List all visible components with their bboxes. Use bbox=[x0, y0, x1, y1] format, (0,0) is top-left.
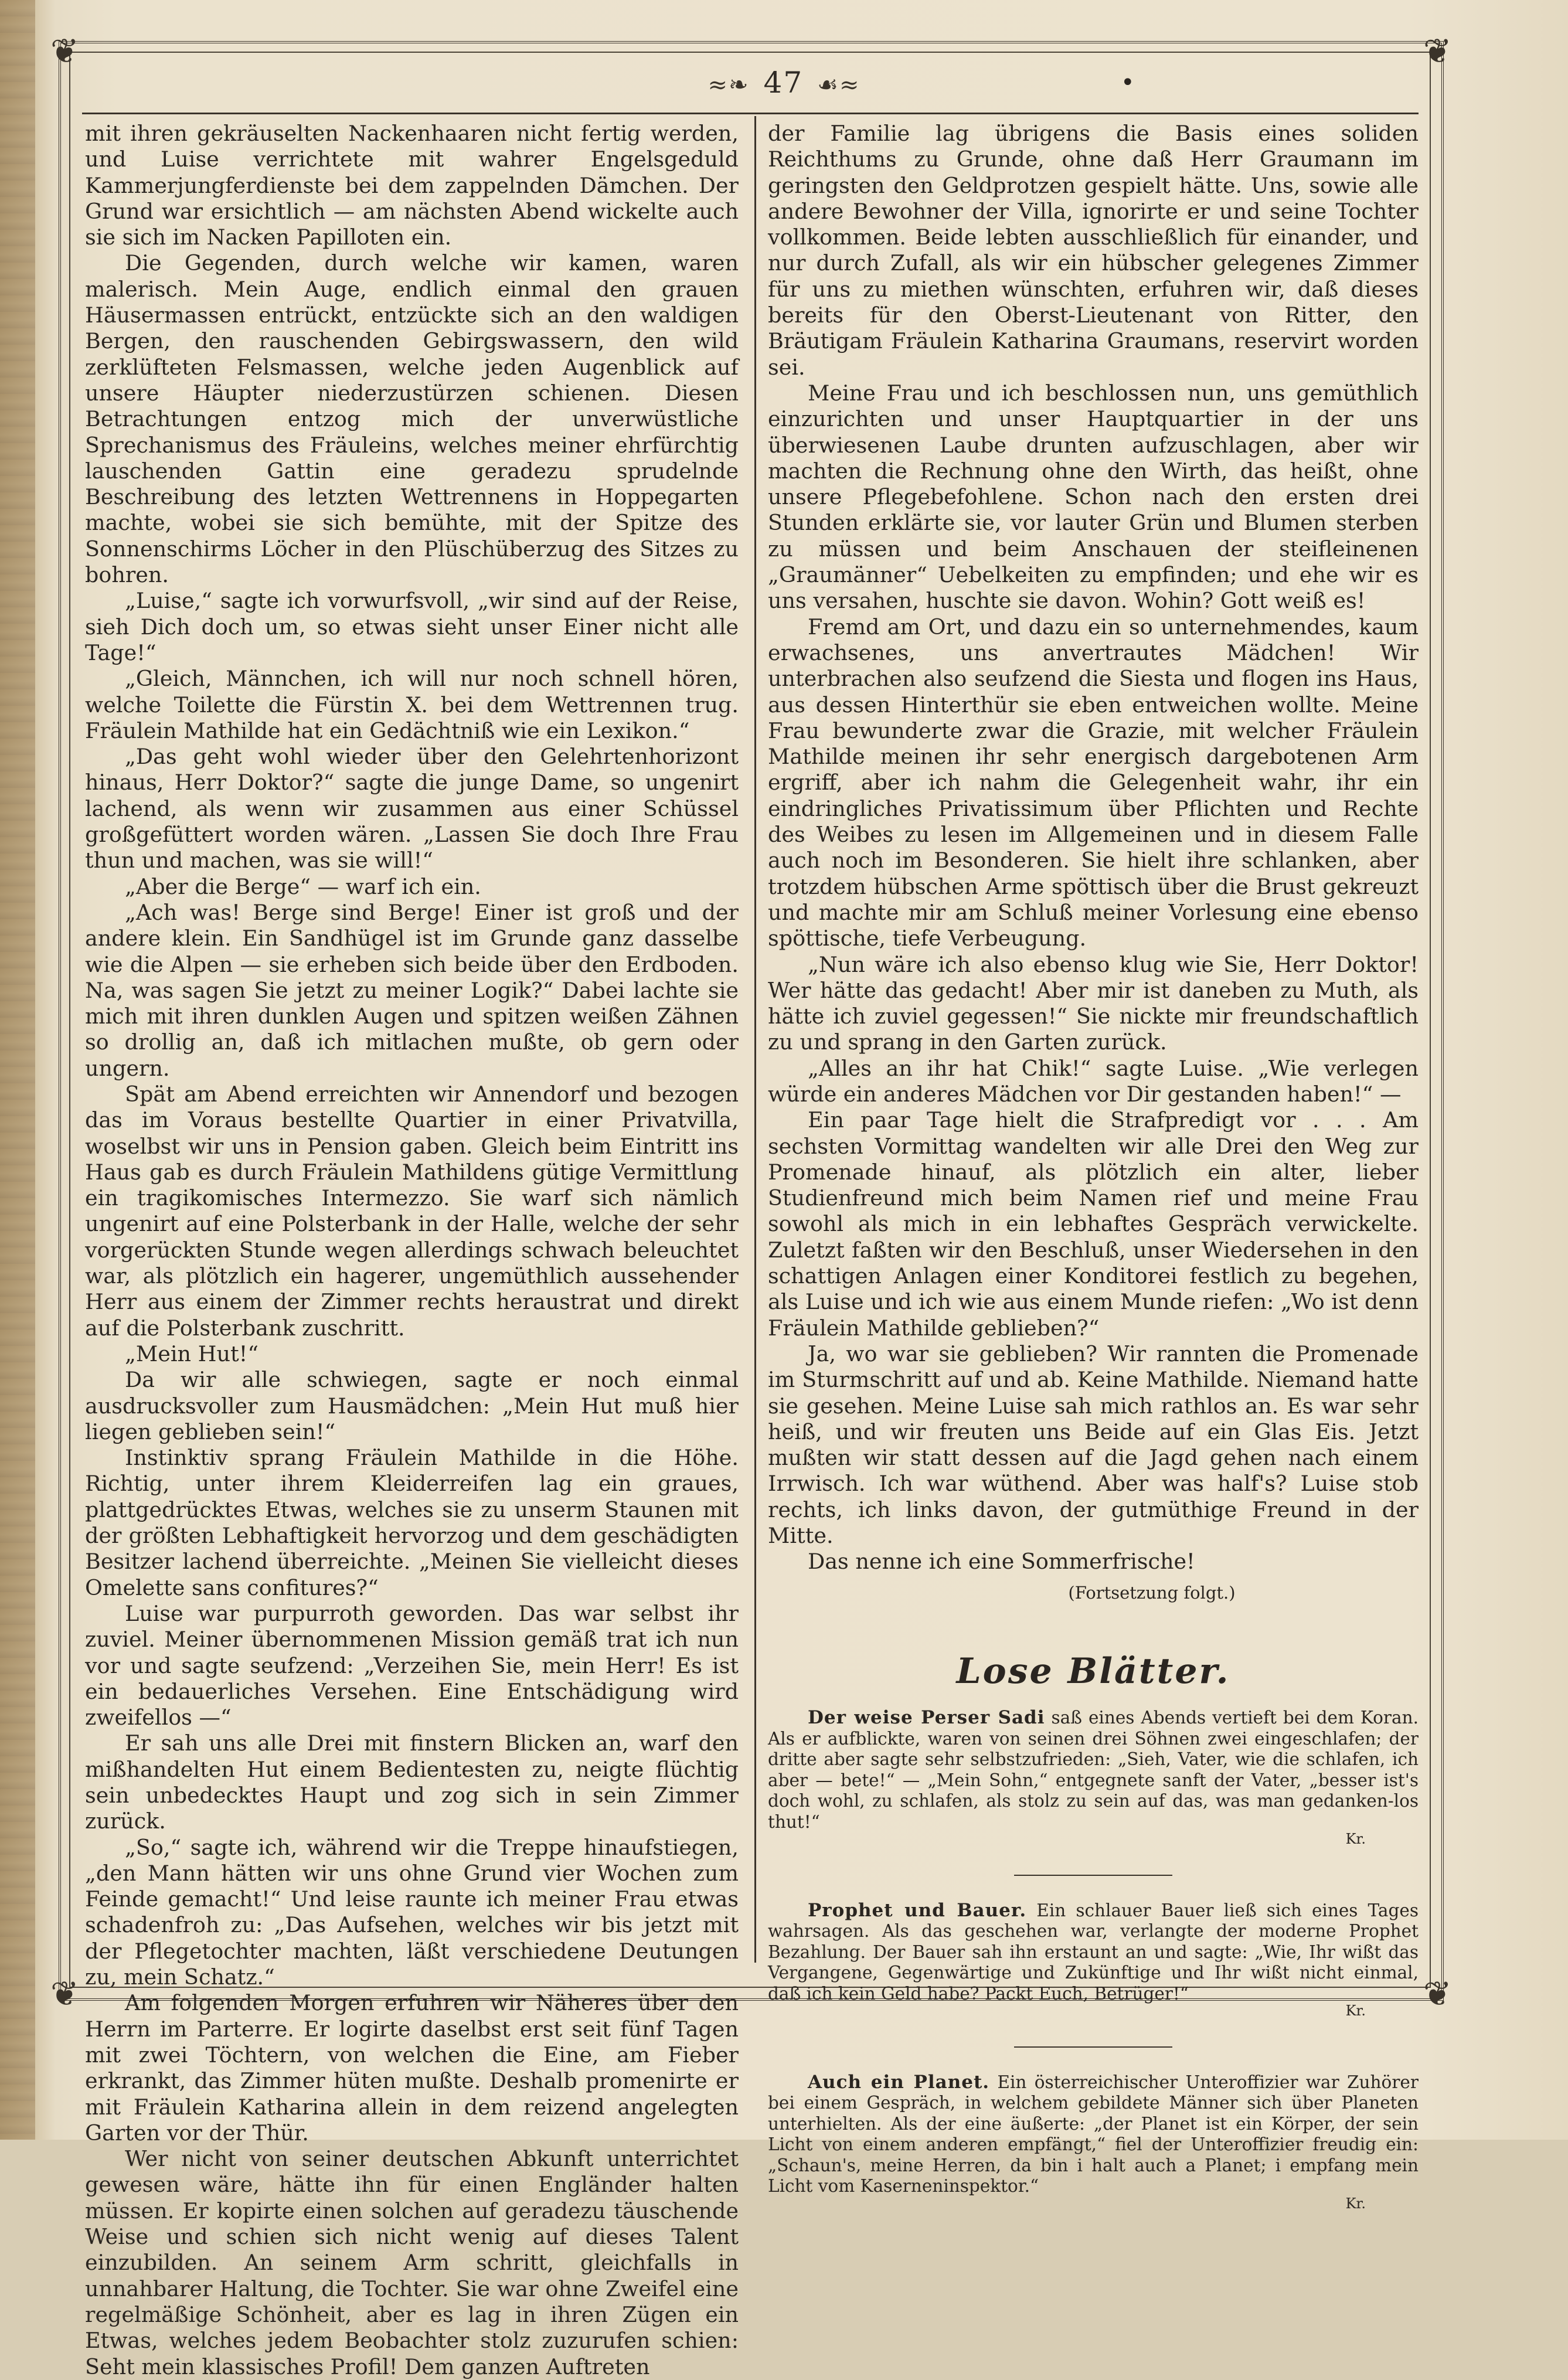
anecdote-divider bbox=[1014, 1875, 1172, 1876]
page-binding bbox=[0, 0, 35, 2140]
anecdote-heading: Auch ein Planet. bbox=[808, 2071, 990, 2093]
header-rule bbox=[82, 113, 1419, 114]
paragraph: Meine Frau und ich beschlossen nun, uns gemüthlich einzurichten und unser Hauptquartier in der uns überwiesenen Laube drunten aufzuschlagen, aber wir machten die Rechnung ohne den Wirth, das heißt, ohne unsere Pflegebefohlene. Schon nach den ersten drei Stunden erklärte sie, vor lauter Grün und Blumen sterben zu müssen und beim Anschauen der steifleinenen „Graumänner“ Uebelkeiten zu empfinden; und ehe wir es uns versahen, huschte sie davon. Wohin? Gott weiß es! bbox=[768, 380, 1419, 614]
paragraph: „Aber die Berge“ — warf ich ein. bbox=[125, 873, 481, 899]
paragraph: der Familie lag übrigens die Basis eines soliden Reichthums zu Grunde, ohne daß Herr Graumann im geringsten den Geldprotzen gespielt hätte. Uns, sowie alle andere Bewohner der Villa, ignorirte er und seine Tochter vollkommen. Beide lebten ausschließlich für einander, und nur durch Zufall, als wir ein hübscher gelegenes Zimmer für uns zu miethen wünschten, erfuhren wir, daß dieses bereits für den Oberst-Lieutenant von Ritter, den Bräutigam Fräulein Katharina Graumans, reservirt worden sei. bbox=[768, 121, 1419, 380]
section-title: Lose Blätter. bbox=[956, 1650, 1230, 1692]
right-column bbox=[768, 121, 1419, 2214]
paragraph: Das nenne ich eine Sommerfrische! bbox=[808, 1549, 1195, 1575]
paragraph: Die Gegenden, durch welche wir kamen, waren malerisch. Mein Auge, endlich einmal den grauen Häusermassen entrückt, entzückte sich an den waldigen Bergen, den rauschenden Gebirgswassern, den wild zerklüfteten Felsmassen, welche jeden Augenblick auf unsere Häupter niederzustürzen schienen. Diesen Betrachtungen entzog mich der unverwüstliche Sprechanismus des Fräuleins, welches meiner ehrfürchtig lauschenden Gattin eine geradezu sprudelnde Beschreibung des letzten Wettrennens in Hoppegarten machte, wobei sie sich bemühte, mit der Spitze des Sonnenschirms Löcher in den Plüschüberzug des Sitzes zu bohren. bbox=[85, 250, 739, 588]
column-divider bbox=[754, 116, 756, 1963]
paragraph: „Luise,“ sagte ich vorwurfsvoll, „wir sind auf der Reise, sieh Dich doch um, so etwas sieht unser Einer nicht alle Tage!“ bbox=[85, 588, 739, 665]
corner-ornament-bottom-left: ❦ bbox=[50, 1974, 79, 2014]
header-dot: • bbox=[1121, 69, 1135, 96]
paragraph: „Gleich, Männchen, ich will nur noch schnell hören, welche Toilette die Fürstin X. bei dem Wettrennen trug. Fräulein Mathilde hat ein Gedächtniß wie ein Lexikon.“ bbox=[85, 666, 739, 743]
paragraph: „Alles an ihr hat Chik!“ sagte Luise. „Wie verlegen würde ein anderes Mädchen vor Dir gestanden haben!“ — bbox=[768, 1055, 1419, 1107]
anecdote-signature: Kr. bbox=[1345, 2002, 1366, 2019]
paragraph: Da wir alle schwiegen, sagte er noch einmal ausdrucksvoller zum Hausmädchen: „Mein Hut muß hier liegen geblieben sein!“ bbox=[85, 1367, 739, 1444]
corner-ornament-top-left: ❦ bbox=[50, 31, 79, 71]
paragraph: Ja, wo war sie geblieben? Wir rannten die Promenade im Sturmschritt auf und ab. Keine Mathilde. Niemand hatte sie gesehen. Meine Luise sah mich rathlos an. Es war sehr heiß, und wir freuten uns Beide auf ein Glas Eis. Jetzt mußten wir statt dessen auf die Jagd gehen nach einem Irrwisch. Ich war wüthend. Aber was half's? Luise stob rechts, ich links davon, der gutmüthige Freund in der Mitte. bbox=[768, 1341, 1419, 1549]
anecdote bbox=[768, 1708, 1419, 1850]
anecdote-signature: Kr. bbox=[1345, 2195, 1366, 2212]
paragraph: Fremd am Ort, und dazu ein so unternehmendes, kaum erwachsenes, uns anvertrautes Mädchen! Wir unterbrachen also seufzend die Siesta und flogen ins Haus, aus dessen Hinterthür sie eben entweichen wollte. Meine Frau bewunderte zwar die Grazie, mit welcher Fräulein Mathilde meinen ihr sehr energisch dargebotenen Arm ergriff, aber ich nahm die Gelegenheit wahr, ihr ein eindringliches Privatissimum über Pflichten und Rechte des Weibes zu lesen im Allgemeinen und in diesem Falle auch noch im Besonderen. Sie hielt ihre schlanken, aber trotzdem hübschen Arme spöttisch über die Brust gekreuzt und machte mir am Schluß meiner Vorlesung eine ebenso spöttische, tiefe Verbeugung. bbox=[768, 614, 1419, 951]
left-column bbox=[85, 121, 739, 2380]
corner-ornament-top-right: ❦ bbox=[1423, 31, 1452, 71]
paragraph: Luise war purpurroth geworden. Das war selbst ihr zuviel. Meiner übernommenen Mission gemäß trat ich nun vor und sagte seufzend: „Verzeihen Sie, mein Herr! Es ist ein bedauerliches Versehen. Eine Entschädigung wird zweifellos —“ bbox=[85, 1600, 739, 1730]
paragraph: „So,“ sagte ich, während wir die Treppe hinaufstiegen, „den Mann hätten wir uns ohne Grund vier Wochen zum Feinde gemacht!“ Und leise raunte ich meiner Frau etwas schadenfroh zu: „Das Aufsehen, welches wir bis jetzt mit der Pflegetochter machten, läßt verschiedene Deutungen zu, mein Schatz.“ bbox=[85, 1834, 739, 1990]
page-header bbox=[0, 66, 1568, 100]
paragraph: Er sah uns alle Drei mit finstern Blicken an, warf den mißhandelten Hut einem Bedientesten zu, neigte flüchtig sein unbedecktes Haupt und zog sich in sein Zimmer zurück. bbox=[85, 1730, 739, 1834]
paragraph: „Das geht wohl wieder über den Gelehrtenhorizont hinaus, Herr Doktor?“ sagte die junge Dame, so ungenirt lachend, als wenn wir zusammen aus einer Schüssel großgefüttert worden wären. „Lassen Sie doch Ihre Frau thun und machen, was sie will!“ bbox=[85, 744, 739, 873]
paragraph: Wer nicht von seiner deutschen Abkunft unterrichtet gewesen wäre, hätte ihn für einen Engländer halten müssen. Er kopirte einen solchen auf geradezu täuschende Weise und schien sich nicht wenig auf dieses Talent einzubilden. An seinem Arm schritt, gleichfalls in unnahbarer Haltung, die Tochter. Sie war ohne Zweifel eine regelmäßige Schönheit, aber es lag in ihren Zügen ein Etwas, welches jedem Beobachter stolz zuzurufen schien: Seht mein klassisches Profil! Dem ganzen Auftreten bbox=[85, 2146, 739, 2379]
header-ornament-right-icon: ☙≈ bbox=[817, 72, 860, 98]
anecdote-signature: Kr. bbox=[1345, 1831, 1366, 1848]
paragraph: Spät am Abend erreichten wir Annendorf und bezogen das im Voraus bestellte Quartier in einer Privatvilla, woselbst wir uns in Pension gaben. Gleich beim Eintritt ins Haus gab es durch Fräulein Mathildens gütige Vermittlung ein tragikomisches Intermezzo. Sie warf sich nämlich ungenirt auf eine Polsterbank in der Halle, welche der sehr vorgerückten Stunde wegen allerdings schwach beleuchtet war, als plötzlich ein hagerer, ungemüthlich aussehender Herr aus einem der Zimmer rechts heraustrat und direkt auf die Polsterbank zuschritt. bbox=[85, 1081, 739, 1341]
corner-ornament-bottom-right: ❦ bbox=[1423, 1974, 1452, 2014]
anecdote-text: saß eines Abends vertieft bei dem Koran. Als er aufblickte, waren von seinen drei Söhnen zwei eingeschlafen; der dritte aber sagte sehr selbstzufrieden: „Sieh, Vater, wie die schlafen, ich aber — bete!“ — „Mein Sohn,“ entgegnete sanft der Vater, „besser ist's doch wohl, zu schlafen, als stolz zu sein auf das, was man gedanken-los thut!“ bbox=[768, 1708, 1419, 1832]
anecdote-heading: Prophet und Bauer. bbox=[808, 1899, 1027, 1921]
paragraph: „Ach was! Berge sind Berge! Einer ist groß und der andere klein. Ein Sandhügel ist im Grunde ganz dasselbe wie die Alpen — sie erheben sich beide über den Erdboden. Na, was sagen Sie jetzt zu meiner Logik?“ Dabei lachte sie mich mit ihren dunklen Augen und spitzen weißen Zähnen so drollig an, daß ich mitlachen mußte, ob gern oder ungern. bbox=[85, 899, 739, 1081]
paragraph: „Nun wäre ich also ebenso klug wie Sie, Herr Doktor! Wer hätte das gedacht! Aber mir ist daneben zu Muth, als hätte ich zuviel gegessen!“ Sie nickte mir freundschaftlich zu und sprang in den Garten zurück. bbox=[768, 951, 1419, 1055]
header-ornament-left-icon: ≈❧ bbox=[708, 72, 750, 98]
anecdote-heading: Der weise Perser Sadi bbox=[808, 1707, 1045, 1729]
anecdote-divider bbox=[1014, 2046, 1172, 2048]
anecdote-text: Ein österreichischer Unteroffizier war Zuhörer bei einem Gespräch, in welchem gebildete Männer sich über Planeten unterhielten. Als der eine äußerte: „der Planet ist ein Körper, der sein Licht von einem anderen empfängt,“ fiel der Unteroffizier freudig ein: „Schaun's, meine Herren, da bin i halt auch a Planet; i empfang mein Licht vom Kaserneninspektor.“ bbox=[768, 2072, 1419, 2197]
anecdote bbox=[768, 1900, 1419, 2022]
paragraph: Instinktiv sprang Fräulein Mathilde in die Höhe. Richtig, unter ihrem Kleiderreifen lag ein graues, plattgedrücktes Etwas, welches sie zu unserm Staunen mit der größten Lebhaftigkeit hervorzog und dem geschädigten Besitzer lachend überreichte. „Meinen Sie vielleicht dieses Omelette sans confitures?“ bbox=[85, 1445, 739, 1600]
page-number: 47 bbox=[763, 66, 804, 100]
anecdote-text: Ein schlauer Bauer ließ sich eines Tages wahrsagen. Als das geschehen war, verlangte der moderne Prophet Bezahlung. Der Bauer sah ihn erstaunt an und sagte: „Wie, Ihr wißt das Vergangene, Gegenwärtige und Zukünftige und Ihr wißt nicht einmal, daß ich kein Geld habe? Packt Euch, Betrüger!“ bbox=[768, 1900, 1419, 2004]
anecdote bbox=[768, 2072, 1419, 2215]
paragraph: „Mein Hut!“ bbox=[125, 1341, 259, 1366]
paragraph: Am folgenden Morgen erfuhren wir Näheres über den Herrn im Parterre. Er logirte daselbst erst seit fünf Tagen mit zwei Töchtern, von welchen die Eine, am Fieber erkrankt, das Zimmer hüten mußte. Deshalb promenirte er mit Fräulein Katharina allein in dem reizend angelegten Garten vor der Thür. bbox=[85, 1990, 739, 2146]
paragraph: Ein paar Tage hielt die Strafpredigt vor . . . Am sechsten Vormittag wandelten wir alle Drei den Weg zur Promenade hinauf, als plötzlich ein alter, lieber Studienfreund mich beim Namen rief und meine Frau sowohl als mich in ein lebhaftes Gespräch verwickelte. Zuletzt faßten wir den Beschluß, unser Wiedersehen in den schattigen Anlagen einer Konditorei festlich zu begehen, als Luise und ich wie aus einem Munde riefen: „Wo ist denn Fräulein Mathilde geblieben?“ bbox=[768, 1107, 1419, 1341]
continuation-note: (Fortsetzung folgt.) bbox=[1068, 1582, 1236, 1603]
paragraph: mit ihren gekräuselten Nackenhaaren nicht fertig werden, und Luise verrichtete mit wahrer Engelsgeduld Kammerjungferdienste bei dem zappelnden Dämchen. Der Grund war ersichtlich — am nächsten Abend wickelte auch sie sich im Nacken Papilloten ein. bbox=[85, 121, 739, 250]
